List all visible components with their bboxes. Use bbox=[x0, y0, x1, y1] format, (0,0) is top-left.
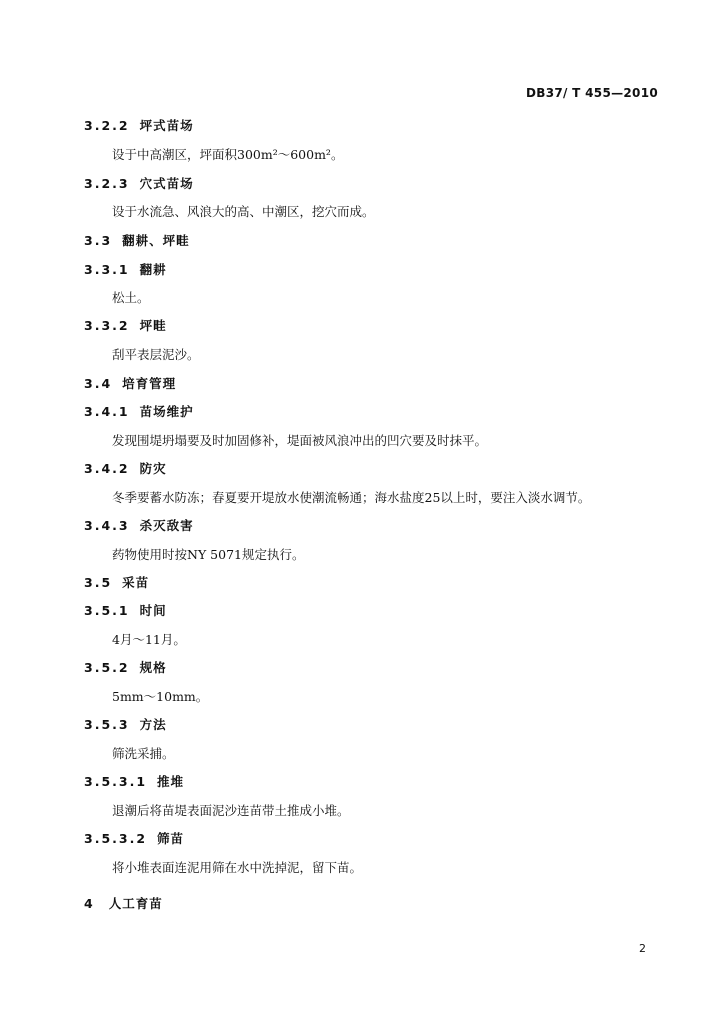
section-heading-3-4-1 bbox=[84, 404, 194, 420]
paragraph: 退潮后将苗堤表面泥沙连苗带土推成小堆。 bbox=[112, 803, 350, 818]
section-number: 3.4.2 bbox=[84, 461, 130, 476]
section-title: 采苗 bbox=[122, 575, 150, 590]
paragraph: 5mm～10mm。 bbox=[112, 689, 209, 704]
section-number: 3.4.3 bbox=[84, 518, 130, 533]
section-number: 3.2.3 bbox=[84, 176, 130, 191]
section-number: 3.5.3.1 bbox=[84, 774, 148, 789]
section-title: 时间 bbox=[139, 603, 167, 618]
section-number: 3.4 bbox=[84, 376, 113, 391]
section-title: 规格 bbox=[139, 660, 167, 675]
section-heading-3-5-1 bbox=[84, 603, 167, 619]
section-heading-3-4 bbox=[84, 376, 176, 392]
section-title: 方法 bbox=[139, 717, 167, 732]
section-heading-3-5-2 bbox=[84, 660, 167, 676]
paragraph: 筛洗采捕。 bbox=[112, 746, 175, 761]
section-title: 杀灭敌害 bbox=[139, 518, 194, 533]
paragraph: 设于中高潮区，坪面积300m²～600m²。 bbox=[112, 147, 344, 162]
section-number: 4 bbox=[84, 896, 95, 911]
section-heading-3-3-2 bbox=[84, 318, 167, 334]
section-heading-3-5-3-2 bbox=[84, 831, 184, 847]
section-heading-3-3-1 bbox=[84, 262, 167, 278]
paragraph: 刮平表层泥沙。 bbox=[112, 347, 200, 362]
section-number: 3.3.2 bbox=[84, 318, 130, 333]
section-number: 3.2.2 bbox=[84, 118, 130, 133]
section-number: 3.3.1 bbox=[84, 262, 130, 277]
section-number: 3.5.2 bbox=[84, 660, 130, 675]
section-number: 3.5.3.2 bbox=[84, 831, 148, 846]
section-heading-3-4-2 bbox=[84, 461, 167, 477]
section-heading-3-5-3-1 bbox=[84, 774, 184, 790]
section-title: 坪畦 bbox=[139, 318, 167, 333]
paragraph: 药物使用时按NY 5071规定执行。 bbox=[112, 547, 305, 562]
section-title: 苗场维护 bbox=[139, 404, 194, 419]
section-title: 推堆 bbox=[157, 774, 185, 789]
section-number: 3.5.1 bbox=[84, 603, 130, 618]
section-heading-3-2-2 bbox=[84, 118, 194, 134]
paragraph: 将小堆表面连泥用筛在水中洗掉泥，留下苗。 bbox=[112, 860, 363, 875]
document-code: DB37/ T 455—2010 bbox=[526, 86, 658, 100]
page-number: 2 bbox=[639, 942, 646, 955]
section-heading-3-5 bbox=[84, 575, 149, 591]
section-number: 3.4.1 bbox=[84, 404, 130, 419]
section-title: 穴式苗场 bbox=[139, 176, 194, 191]
section-number: 3.5.3 bbox=[84, 717, 130, 732]
paragraph: 松土。 bbox=[112, 290, 150, 305]
section-heading-3-3 bbox=[84, 233, 190, 249]
section-number: 3.5 bbox=[84, 575, 113, 590]
section-heading-4 bbox=[84, 896, 163, 912]
paragraph: 发现围堤坍塌要及时加固修补，堤面被风浪冲出的凹穴要及时抹平。 bbox=[112, 433, 488, 448]
paragraph: 4月～11月。 bbox=[112, 632, 186, 647]
section-number: 3.3 bbox=[84, 233, 113, 248]
paragraph: 设于水流急、风浪大的高、中潮区，挖穴而成。 bbox=[112, 204, 375, 219]
section-heading-3-5-3 bbox=[84, 717, 167, 733]
section-title: 培育管理 bbox=[122, 376, 177, 391]
section-heading-3-2-3 bbox=[84, 176, 194, 192]
section-title: 翻耕、坪畦 bbox=[122, 233, 190, 248]
section-title: 筛苗 bbox=[157, 831, 185, 846]
paragraph: 冬季要蓄水防冻；春夏要开堤放水使潮流畅通；海水盐度25以上时，要注入淡水调节。 bbox=[112, 490, 591, 505]
section-title: 防灾 bbox=[139, 461, 167, 476]
section-title: 人工育苗 bbox=[108, 896, 163, 911]
section-title: 坪式苗场 bbox=[139, 118, 194, 133]
section-title: 翻耕 bbox=[139, 262, 167, 277]
section-heading-3-4-3 bbox=[84, 518, 194, 534]
